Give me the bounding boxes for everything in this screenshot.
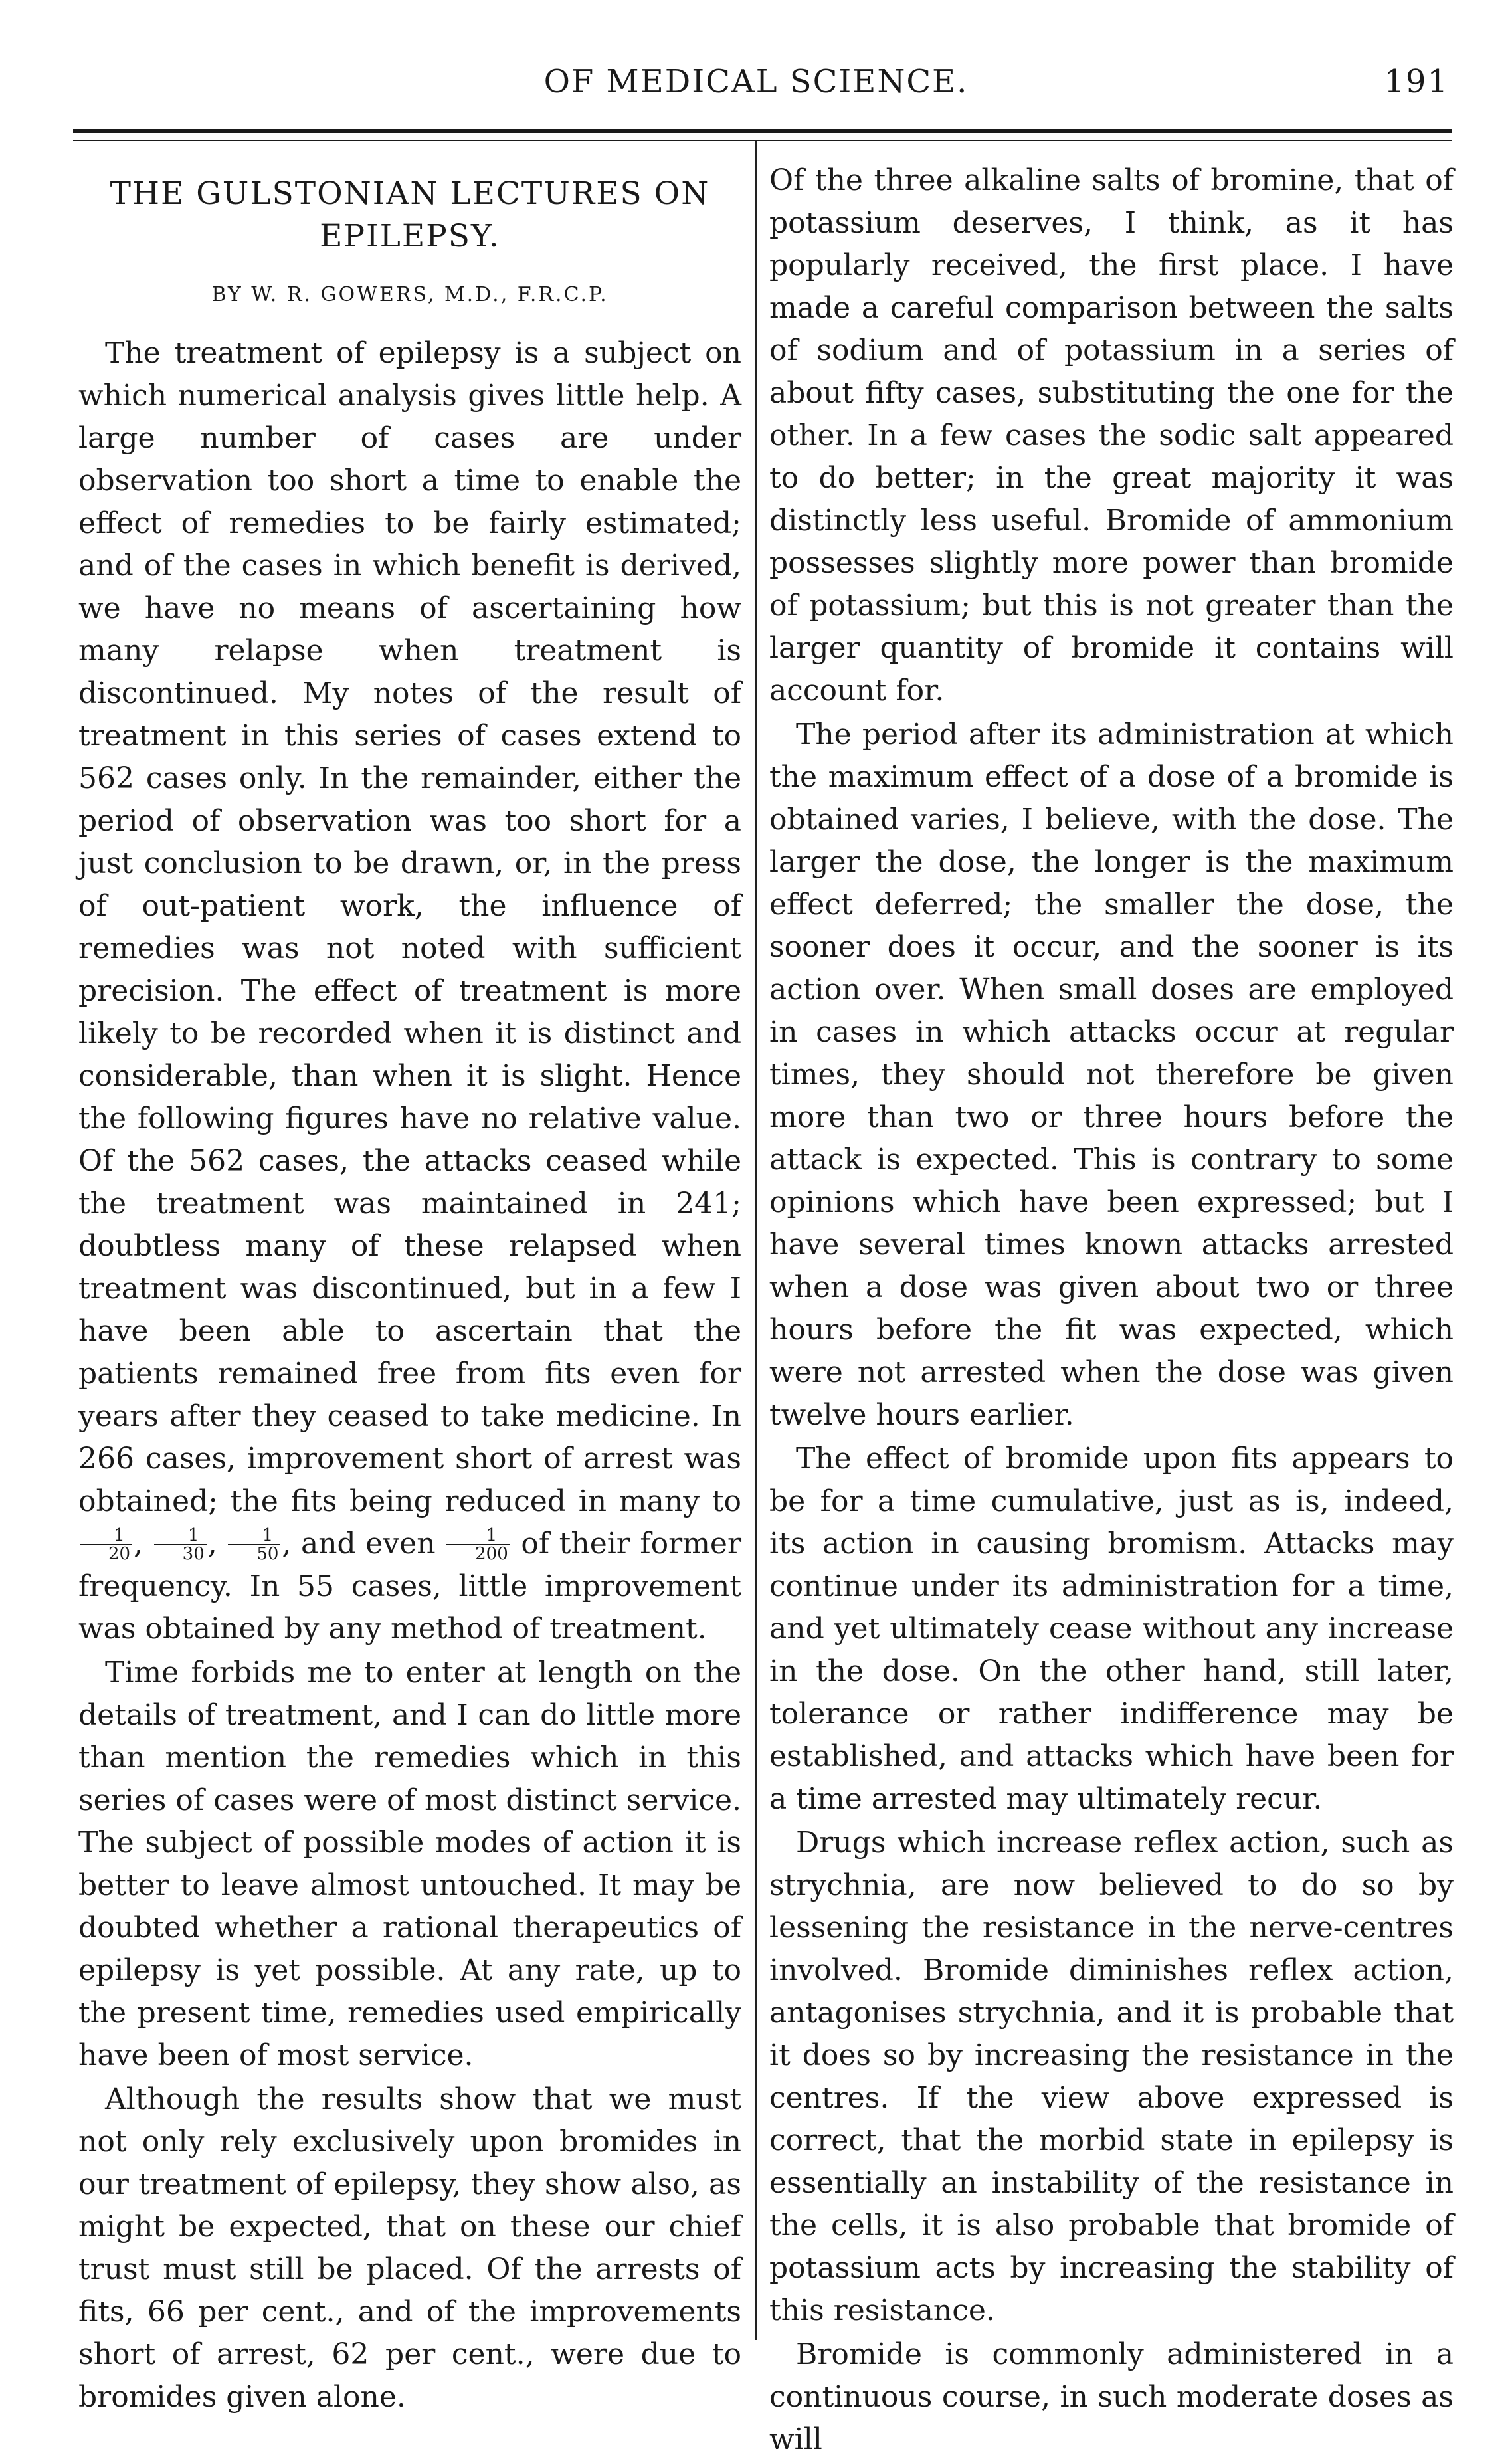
paragraph-8: Bromide is commonly administered in a continuous course, in such moderate doses as will	[769, 2337, 1454, 2456]
fraction-numerator: 1	[154, 1527, 207, 1545]
article-title	[78, 173, 741, 258]
paragraph-1	[78, 332, 741, 1650]
header-rule-thick	[73, 129, 1452, 133]
fraction-separator: ,	[134, 1527, 153, 1561]
paragraph-5: The period after its administration at which the maximum effect of a dose of a bromide is obtained varies, I believe, with the dose. The larger the dose, the longer is the maximum effect deferred; the smaller the dose, the sooner does it occur, and the sooner is its action over. When small doses are employed in cases in which attacks occur at regular times, they should not therefore be given more than two or three hours before the attack is expected. This is contrary to some opinions which have been expressed; but I have several times known attacks arrested when a dose was given about two or three hours before the fit was expected, which were not arrested when the dose was given twelve hours earlier.	[769, 718, 1454, 1432]
p1-and-even: , and even	[282, 1527, 436, 1561]
fraction-1-30	[154, 1527, 207, 1563]
fraction-numerator: 1	[80, 1527, 132, 1545]
fraction-numerator: 1	[446, 1527, 510, 1545]
fraction-1-200	[446, 1527, 510, 1563]
header-rule-thin	[73, 140, 1452, 141]
fraction-1-50	[228, 1527, 280, 1563]
page-number: 191	[1384, 63, 1449, 100]
byline: BY W. R. GOWERS, M.D., F.R.C.P.	[211, 283, 609, 306]
fraction-numerator: 1	[228, 1527, 280, 1545]
fraction-denominator: 200	[475, 1544, 508, 1565]
p1-after-fractions: of their former frequency. In 55 cases, little improvement was obtained by any method of treatment.	[78, 1527, 741, 1646]
left-column	[78, 159, 741, 2418]
article-title-line-1: THE GULSTONIAN LECTURES ON	[110, 175, 710, 212]
fraction-1-20	[80, 1527, 132, 1563]
right-column	[769, 159, 1454, 2461]
running-head	[0, 63, 1512, 110]
running-title: OF MEDICAL SCIENCE.	[543, 63, 969, 100]
paragraph-7: Drugs which increase reflex action, such as strychnia, are now believed to do so by lessening the resistance in the nerve-centres involved. Bromide diminishes reflex action, antagonises strychnia, and it is probable that it does so by increasing the resistance in the centres. If the view above expressed is correct, that the morbid state in epilepsy is essentially an instability of the resistance in the cells, it is also probable that bromide of potassium acts by increasing the stability of this resistance.	[769, 1826, 1454, 2327]
fraction-denominator: 20	[108, 1544, 131, 1565]
fraction-separator: ,	[207, 1527, 227, 1561]
fraction-denominator: 50	[256, 1544, 279, 1565]
article-title-line-2: EPILEPSY.	[320, 218, 500, 254]
paragraph-4: Of the three alkaline salts of bromine, that of potassium deserves, I think, as it has popularly received, the first place. I have made a careful comparison between the salts of sodium and of potassium in a series of about fifty cases, substituting the one for the other. In a few cases the sodic salt appeared to do better; in the great majority it was distinctly less useful. Bromide of ammonium possesses slightly more power than bromide of potassium; but this is not greater than the larger quantity of bromide it contains will account for.	[769, 163, 1454, 708]
paragraph-2: Time forbids me to enter at length on the details of treatment, and I can do little more than mention the remedies which in this series of cases were of most distinct service. The subject of possible modes of action it is better to leave almost untouched. It may be doubted whether a rational therapeutics of epilepsy is yet possible. At any rate, up to the present time, remedies used empirically have been of most service.	[78, 1656, 741, 2072]
p1-before-fractions: The treatment of epilepsy is a subject on which numerical analysis gives little help. A large number of cases are under observation too short a time to enable the effect of remedies to be fairly estimated; and of the cases in which benefit is derived, we have no means of ascertaining how many relapse when treatment is discontinued. My notes of the result of treatment in this series of cases extend to 562 cases only. In the remainder, either the period of observation was too short for a just conclusion to be drawn, or, in the press of out-patient work, the influence of remedies was not noted with sufficient precision. The effect of treatment is more likely to be recorded when it is distinct and considerable, than when it is slight. Hence the following figures have no relative value. Of the 562 cases, the attacks ceased while the treatment was maintained in 241; doubtless many of these relapsed when treatment was discontinued, but in a few I have been able to ascertain that the patients remained free from fits even for years after they ceased to take medicine. In 266 cases, improvement short of arrest was obtained; the fits being reduced in many to	[78, 336, 741, 1518]
column-divider	[755, 141, 757, 2340]
fraction-denominator: 30	[182, 1544, 205, 1565]
paragraph-6: The effect of bromide upon fits appears to be for a time cumulative, just as is, indeed, its action in causing bromism. Attacks may continue under its administration for a time, and yet ultimately cease without any increase in the dose. On the other hand, still later, tolerance or rather indifference may be established, and attacks which have been for a time arrested may ultimately recur.	[769, 1442, 1454, 1816]
paragraph-3: Although the results show that we must not only rely exclusively upon bromides in our treatment of epilepsy, they show also, as might be expected, that on these our chief trust must still be placed. Of the arrests of fits, 66 per cent., and of the improvements short of arrest, 62 per cent., were due to bromides given alone.	[78, 2082, 741, 2414]
